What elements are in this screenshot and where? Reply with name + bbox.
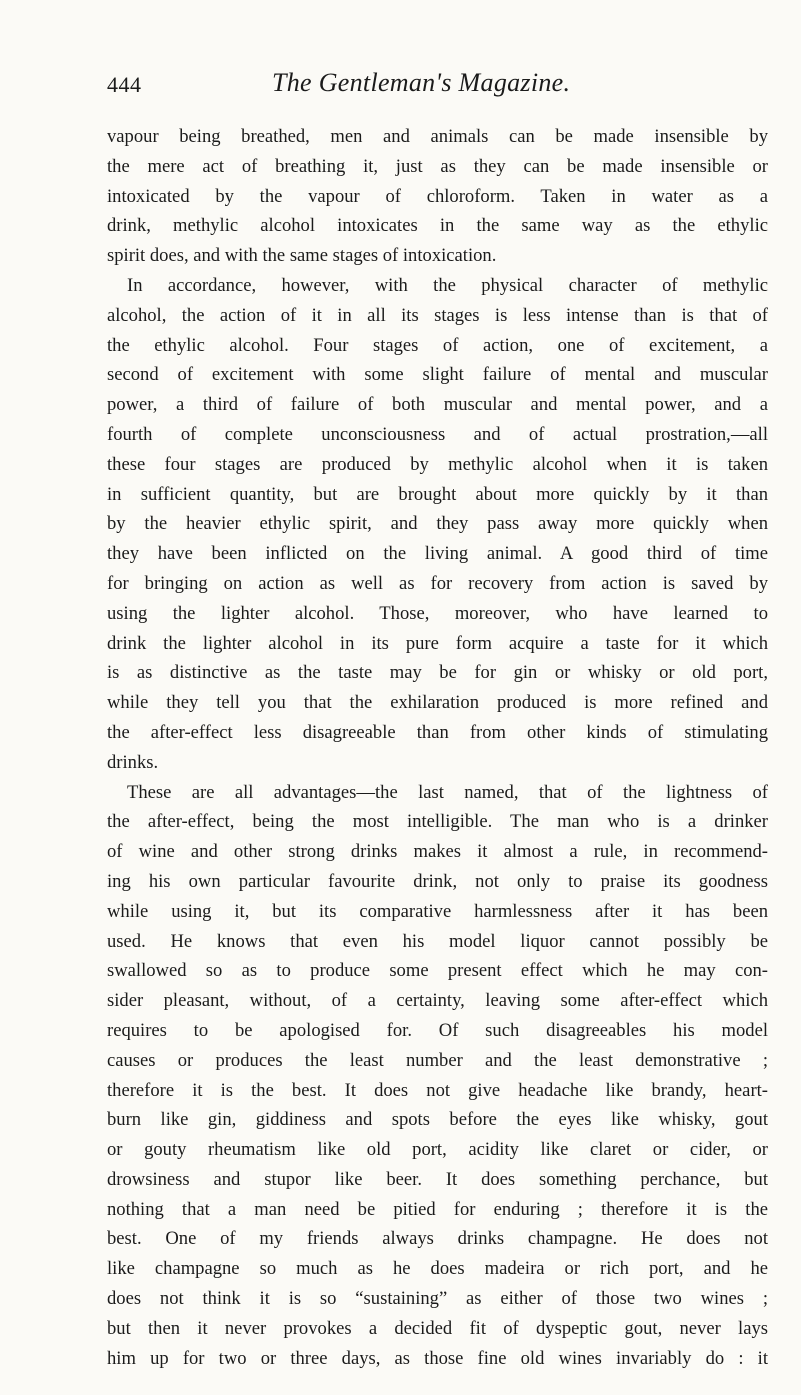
text-line: In accordance, however, with the physical character of methylic (127, 274, 768, 296)
text-line: nothing that a man need be pitied for enduring ; therefore it is the (107, 1198, 768, 1220)
text-line: fourth of complete unconsciousness and of actual prostration,—all (107, 423, 768, 445)
text-line: by the heavier ethylic spirit, and they pass away more quickly when (107, 513, 768, 535)
text-line: alcohol, the action of it in all its stages is less intense than is that of (107, 304, 768, 326)
text-line: him up for two or three days, as those fine old wines invariably do : it (107, 1347, 768, 1369)
text-line: intoxicated by the vapour of chloroform. Taken in water as a (107, 185, 768, 207)
text-line: drink, methylic alcohol intoxicates in the same way as the ethylic (107, 215, 768, 237)
text-line: the ethylic alcohol. Four stages of action, one of excitement, a (107, 334, 768, 356)
body-text (107, 122, 768, 1373)
text-line: while they tell you that the exhilaration produced is more refined and (107, 692, 768, 714)
text-line: the after-effect, being the most intelligible. The man who is a drinker (107, 811, 768, 833)
page-header (107, 62, 767, 102)
text-line: therefore it is the best. It does not give headache like brandy, heart- (107, 1079, 768, 1101)
text-line: like champagne so much as he does madeira or rich port, and he (107, 1258, 768, 1280)
text-line: of wine and other strong drinks makes it almost a rule, in recommend- (107, 841, 768, 863)
text-line: burn like gin, giddiness and spots before the eyes like whisky, gout (107, 1109, 768, 1131)
text-line: these four stages are produced by methylic alcohol when it is taken (107, 453, 768, 475)
text-line: is as distinctive as the taste may be for gin or whisky or old port, (107, 662, 768, 684)
text-line: but then it never provokes a decided fit of dyspeptic gout, never lays (107, 1317, 768, 1339)
text-line: drowsiness and stupor like beer. It does something perchance, but (107, 1168, 768, 1190)
page-number: 444 (107, 72, 142, 97)
text-line: the mere act of breathing it, just as they can be made insensible or (107, 155, 768, 177)
text-line: second of excitement with some slight failure of mental and muscular (107, 364, 768, 386)
text-line: sider pleasant, without, of a certainty, leaving some after-effect which (107, 990, 768, 1012)
text-line: for bringing on action as well as for recovery from action is saved by (107, 572, 768, 594)
text-line: or gouty rheumatism like old port, acidity like claret or cider, or (107, 1139, 768, 1161)
text-line: the after-effect less disagreeable than from other kinds of stimulating (107, 721, 768, 743)
text-line: while using it, but its comparative harmlessness after it has been (107, 900, 768, 922)
text-line: using the lighter alcohol. Those, moreover, who have learned to (107, 602, 768, 624)
text-line: used. He knows that even his model liquor cannot possibly be (107, 930, 768, 952)
text-line: does not think it is so “sustaining” as either of those two wines ; (107, 1288, 768, 1310)
text-line: best. One of my friends always drinks champagne. He does not (107, 1228, 768, 1250)
text-line: drinks. (107, 751, 159, 773)
text-line: in sufficient quantity, but are brought about more quickly by it than (107, 483, 768, 505)
text-line: power, a third of failure of both muscular and mental power, and a (107, 394, 768, 416)
text-line: swallowed so as to produce some present effect which he may con- (107, 960, 768, 982)
text-line: they have been inflicted on the living animal. A good third of time (107, 543, 768, 565)
text-line: drink the lighter alcohol in its pure form acquire a taste for it which (107, 632, 768, 654)
text-line: These are all advantages—the last named, that of the lightness of (127, 781, 768, 803)
text-line: vapour being breathed, men and animals can be made insensible by (107, 126, 768, 147)
text-line: requires to be apologised for. Of such disagreeables his model (107, 1019, 768, 1041)
text-line: causes or produces the least number and the least demonstrative ; (107, 1049, 768, 1071)
running-title: The Gentleman's Magazine. (272, 68, 571, 97)
text-line: spirit does, and with the same stages of intoxication. (107, 245, 497, 267)
text-line: ing his own particular favourite drink, not only to praise its goodness (107, 870, 768, 892)
